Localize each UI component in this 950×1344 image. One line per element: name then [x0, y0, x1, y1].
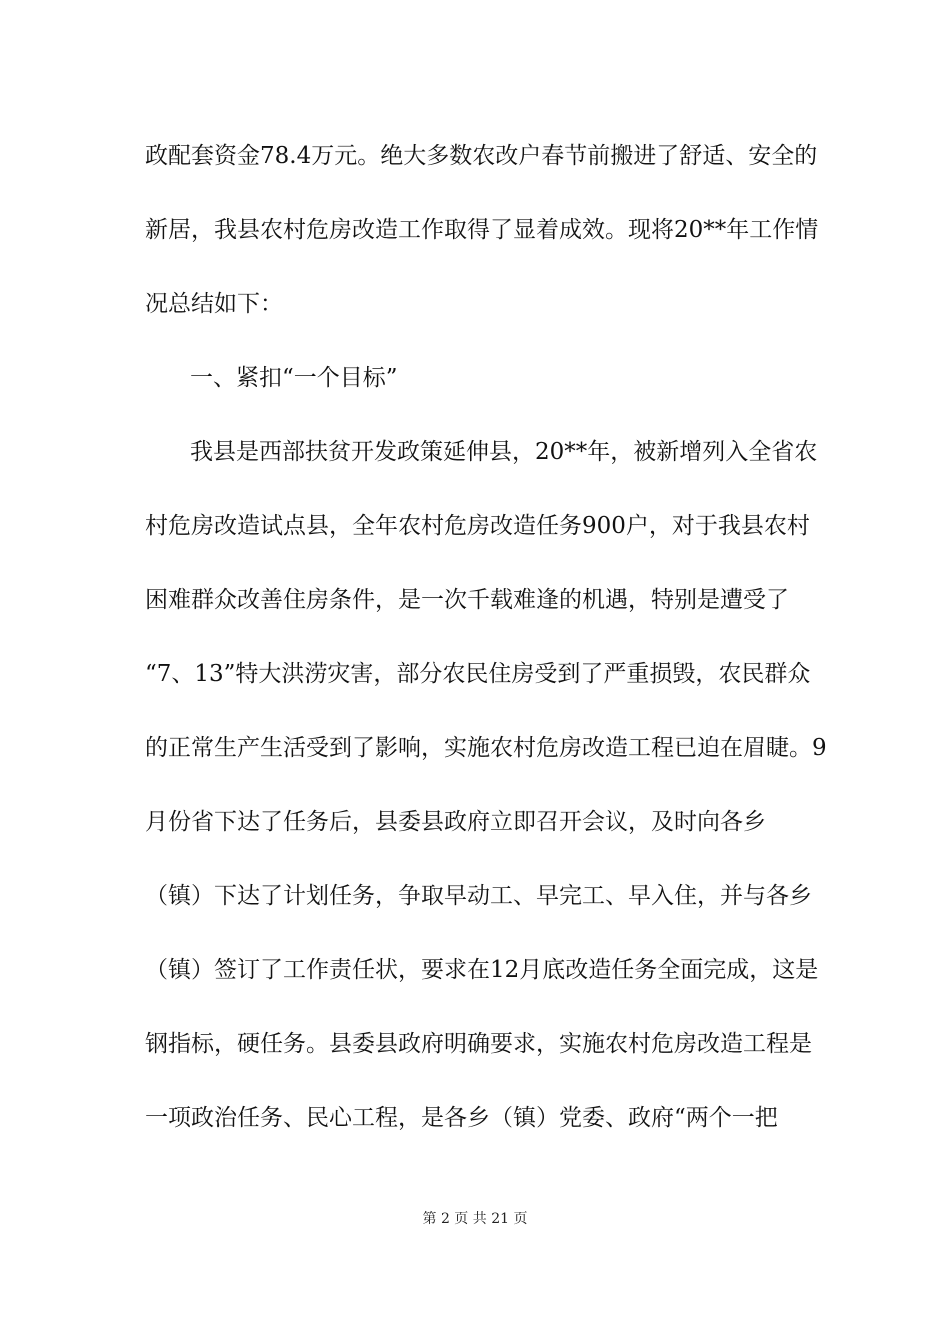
paragraph-line-5: 我县是西部扶贫开发政策延伸县，20**年，被新增列入全省农	[190, 439, 818, 465]
section-heading: 一、紧扣“一个目标”	[190, 365, 398, 391]
page-number-footer: 第 2 页 共 21 页	[422, 1211, 528, 1227]
paragraph-line-6: 村危房改造试点县，全年农村危房改造任务900户，对于我县农村	[145, 513, 810, 539]
paragraph-line-10: 月份省下达了任务后，县委县政府立即召开会议，及时向各乡	[145, 809, 766, 835]
paragraph-line-14: 一项政治任务、民心工程，是各乡（镇）党委、政府“两个一把	[145, 1105, 778, 1131]
paragraph-line-3: 况总结如下：	[145, 291, 283, 317]
paragraph-line-13: 钢指标，硬任务。县委县政府明确要求，实施农村危房改造工程是	[145, 1031, 812, 1057]
paragraph-line-8: “7、13”特大洪涝灾害，部分农民住房受到了严重损毁，农民群众	[145, 661, 811, 687]
paragraph-line-1: 政配套资金78.4万元。绝大多数农改户春节前搬进了舒适、安全的	[145, 143, 818, 169]
paragraph-line-11: （镇）下达了计划任务，争取早动工、早完工、早入住，并与各乡	[145, 883, 812, 909]
paragraph-line-7: 困难群众改善住房条件，是一次千载难逢的机遇，特别是遭受了	[145, 587, 789, 613]
paragraph-line-2: 新居，我县农村危房改造工作取得了显着成效。现将20**年工作情	[145, 217, 819, 243]
paragraph-line-12: （镇）签订了工作责任状，要求在12月底改造任务全面完成，这是	[145, 957, 819, 983]
paragraph-line-9: 的正常生产生活受到了影响，实施农村危房改造工程已迫在眉睫。9	[145, 735, 827, 761]
